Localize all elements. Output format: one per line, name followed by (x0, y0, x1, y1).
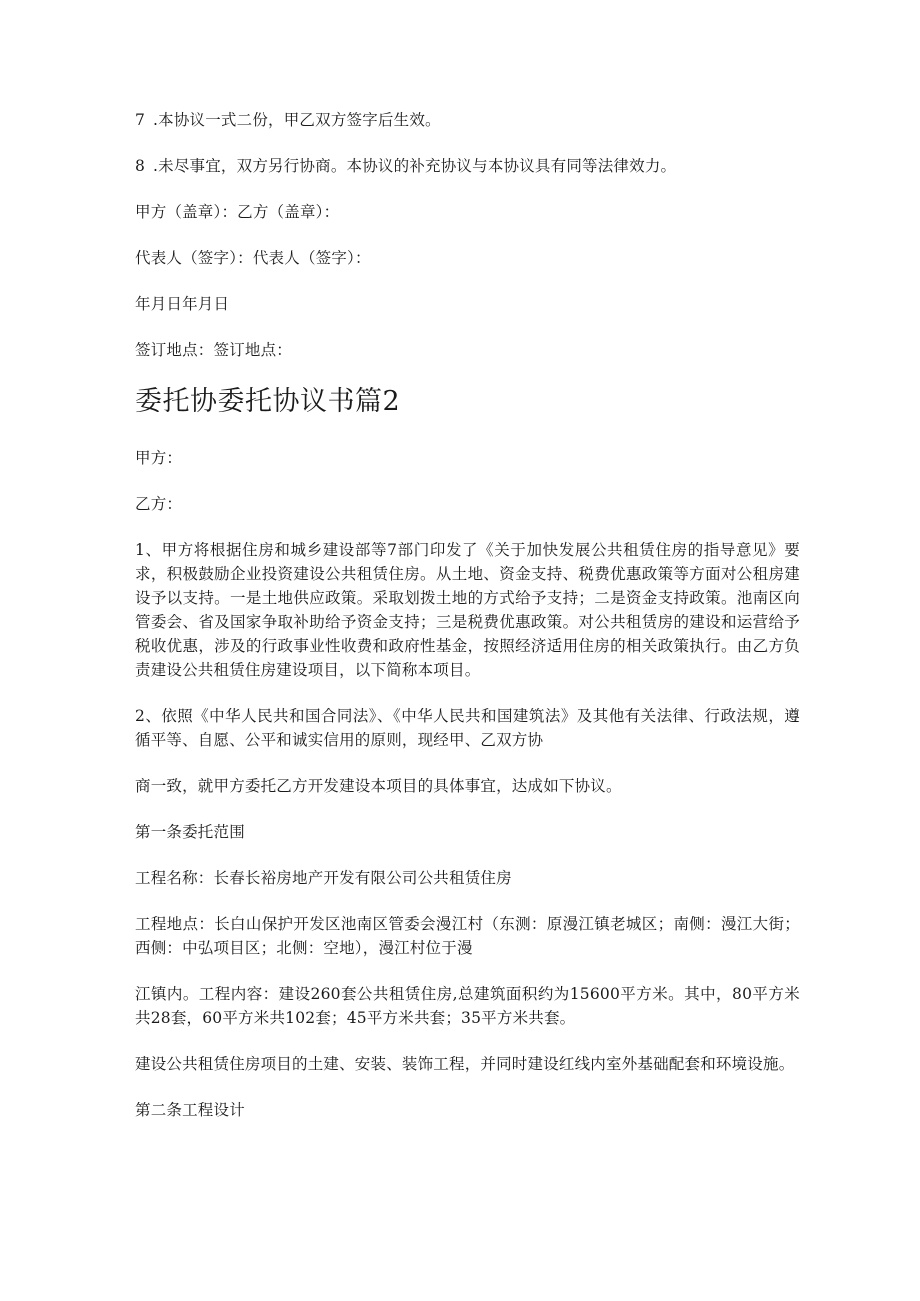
clause-7-number: 7 (135, 111, 146, 129)
section-heading: 委托协委托协议书篇2 (135, 386, 401, 417)
article-1-heading: 第一条委托范围 (135, 823, 245, 841)
paragraph-1: 1、甲方将根据住房和城乡建设部等7部门印发了《关于加快发展公共租赁住房的指导意见》要求，积极鼓励企业投资建设公共租赁住房。从土地、资金支持、税费优惠政策等方面对公租房建设予以支持。一是土地供应政策。采取划拨土地的方式给予支持；二是资金支持政策。池南区向管委会、省及国家争取补助给予资金支持；三是税费优惠政策。对公共租赁房的建设和运营给予税收优惠，涉及的行政事业性收费和政府性基金，按照经济适用住房的相关政策执行。由乙方负责建设公共租赁住房建设项目，以下简称本项目。 (135, 541, 800, 679)
paragraph-2: 2、依照《中华人民共和国合同法》、《中华人民共和国建筑法》及其他有关法律、行政法规，遵循平等、自愿、公平和诚实信用的原则，现经甲、乙双方协 (135, 707, 800, 749)
article-2-heading: 第二条工程设计 (135, 1101, 245, 1119)
clause-8-number: 8 (135, 157, 146, 175)
project-location: 工程地点：长白山保护开发区池南区管委会漫江村（东测：原漫江镇老城区；南侧：漫江大街；西侧：中弘项目区；北侧：空地），漫江村位于漫 (135, 915, 800, 957)
clause-7 (135, 108, 800, 132)
project-content: 江镇内。工程内容：建设260套公共租赁住房,总建筑面积约为15600平方米。其中，80平方米共28套，60平方米共102套；45平方米共套；35平方米共套。 (135, 985, 800, 1027)
representative-line: 代表人（签字）：代表人（签字）： (135, 249, 371, 267)
clause-7-text: .本协议一式二份，甲乙双方签字后生效。 (153, 111, 441, 129)
project-name: 工程名称：长春长裕房地产开发有限公司公共租赁住房 (135, 869, 512, 887)
clause-8 (135, 154, 800, 178)
signing-place-line: 签订地点：签订地点： (135, 341, 293, 359)
clause-8-text: .未尽事宜，双方另行协商。本协议的补充协议与本协议具有同等法律效力。 (153, 157, 677, 175)
document-body (135, 108, 800, 1144)
party-b: 乙方： (135, 495, 183, 513)
construction-scope: 建设公共租赁住房项目的土建、安装、装饰工程，并同时建设红线内室外基础配套和环境设施。 (135, 1055, 795, 1073)
paragraph-3: 商一致，就甲方委托乙方开发建设本项目的具体事宜，达成如下协议。 (135, 777, 622, 795)
seal-line: 甲方（盖章）：乙方（盖章）： (135, 203, 340, 221)
date-line: 年月日年月日 (135, 295, 230, 313)
party-a: 甲方： (135, 449, 183, 467)
